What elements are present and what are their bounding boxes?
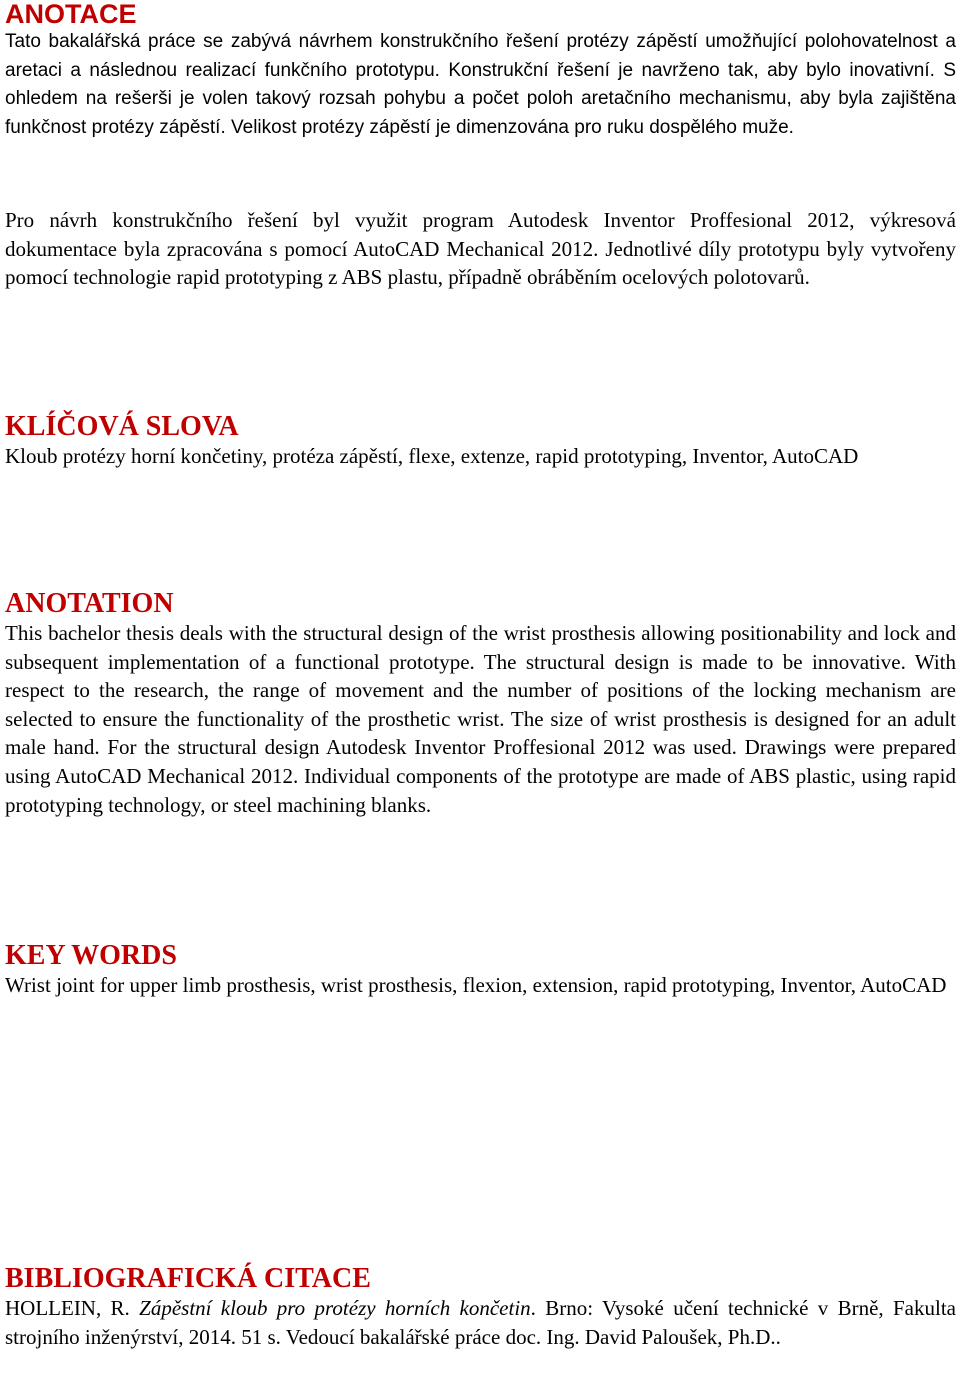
- anotace-paragraph-2-part-b: Jednotlivé díly prototypu byly vytvořeny pomocí technologie rapid prototyping z ABS plastu, případně obráběním ocelových polotovarů.: [5, 236, 956, 290]
- heading-klicova-slova: KLÍČOVÁ SLOVA: [5, 411, 239, 442]
- section-bibliograficka-citace: [5, 1264, 956, 1351]
- citation-author: HOLLEIN, R.: [5, 1296, 140, 1320]
- anotace-paragraph-1-part-a: Tato bakalářská práce se zabývá návrhem konstrukčního řešení protézy zápěstí umožňující polohovatelnost a aretaci a následnou realizací funkčního prototypu. Konstrukční řešení je navrženo tak, aby bylo inovativní. S ohledem na rešerši je volen takový rozsah pohybu a počet poloh aretačního mechanismu, aby byla zajištěna funkčnost protézy zápěstí.: [5, 31, 956, 138]
- anotace-paragraph-2-part-a: Pro návrh konstrukčního řešení byl využit program Autodesk Inventor Proffesional 2012, výkresová dokumentace byla zpracována s pomocí AutoCAD Mechanical 2012.: [5, 208, 956, 261]
- heading-key-words: KEY WORDS: [5, 940, 177, 971]
- section-anotation: [5, 589, 956, 819]
- citation-title: Zápěstní kloub pro protézy horních končetin: [139, 1296, 531, 1320]
- heading-bibliograficka-citace: BIBLIOGRAFICKÁ CITACE: [5, 1263, 371, 1294]
- anotace-paragraph-1-part-b: Velikost protézy zápěstí je dimenzována pro ruku dospělého muže.: [225, 116, 794, 138]
- anotace-paragraph-1: [5, 28, 956, 142]
- citation-rest: . Brno: Vysoké učení technické v Brně, Fakulta strojního inženýrství, 2014. 51 s. Vedoucí bakalářské práce doc. Ing. David Paloušek, Ph.D..: [5, 1296, 956, 1349]
- citation-text: [5, 1294, 956, 1351]
- anotace-paragraph-2-block: [5, 206, 956, 292]
- klicova-slova-text: Kloub protézy horní končetiny, protéza zápěstí, flexe, extenze, rapid prototyping, Inventor, AutoCAD: [5, 444, 859, 468]
- section-klicova-slova: [5, 412, 956, 471]
- heading-anotace: ANOTACE: [5, 0, 137, 29]
- anotation-text: This bachelor thesis deals with the structural design of the wrist prosthesis allowing positionability and lock and subsequent implementation of a functional prototype. The structural design is made to be innovative. With respect to the research, the range of movement and the number of positions of the locking mechanism are selected to ensure the functionality of the prosthetic wrist. The size of wrist prosthesis is designed for an adult male hand. For the structural design Autodesk Inventor Proffesional 2012 was used. Drawings were prepared using AutoCAD Mechanical 2012. Individual components of the prototype are made of ABS plastic, using rapid prototyping technology, or steel machining blanks.: [5, 621, 956, 817]
- section-anotace: [5, 0, 956, 142]
- anotace-paragraph-2: [5, 206, 956, 292]
- key-words-text: Wrist joint for upper limb prosthesis, wrist prosthesis, flexion, extension, rapid prototyping, Inventor, AutoCAD: [5, 973, 947, 997]
- section-key-words: [5, 941, 956, 1000]
- heading-anotation: ANOTATION: [5, 588, 174, 619]
